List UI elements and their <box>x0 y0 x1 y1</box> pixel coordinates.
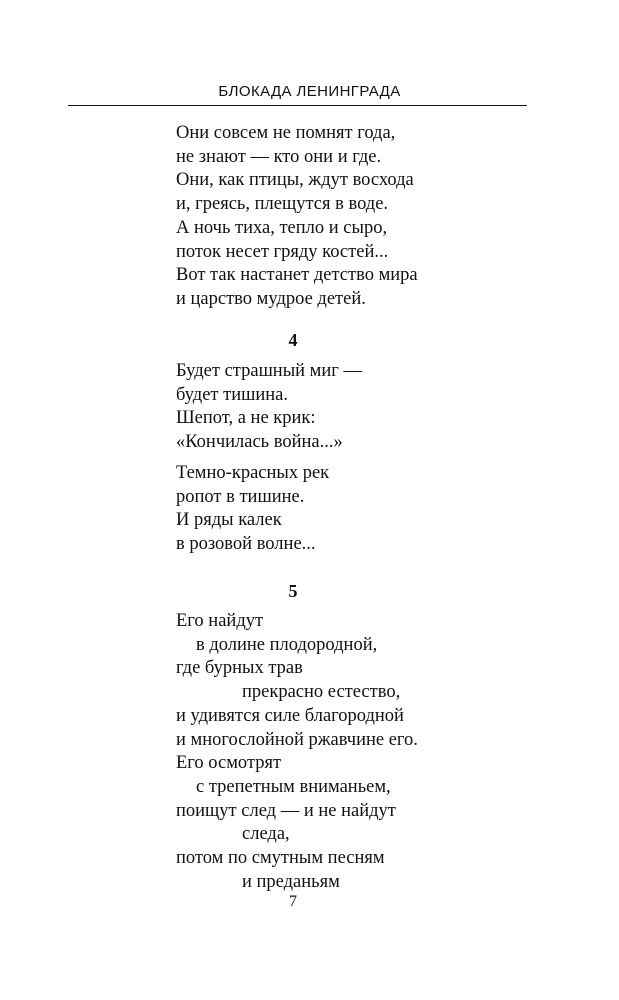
section-5-verse <box>176 610 418 894</box>
verse-line: И ряды калек <box>176 510 282 531</box>
section-4-stanza-b <box>176 462 329 557</box>
verse-line: и преданьям <box>242 871 340 892</box>
verse-line: и, греясь, плещутся в воде. <box>176 194 389 215</box>
verse-line: Шепот, а не крик: <box>176 408 316 429</box>
verse-line: Темно-красных рек <box>176 463 330 483</box>
verse-line: с трепетным вниманьем, <box>196 776 391 797</box>
verse-line: следа, <box>242 824 290 845</box>
verse-line: Они, как птицы, ждут восхода <box>176 170 414 191</box>
verse-line: потом по смутным песням <box>176 848 385 869</box>
verse-line: где бурных трав <box>176 658 303 679</box>
verse-line: Будет страшный миг — <box>176 361 362 381</box>
verse-line: Они совсем не помнят года, <box>176 123 396 143</box>
running-head: БЛОКАДА ЛЕНИНГРАДА <box>218 83 401 100</box>
verse-line: Его найдут <box>176 611 264 631</box>
verse-line: Вот так настанет детство мира <box>176 265 418 286</box>
verse-line: будет тишина. <box>176 384 288 405</box>
page-number: 7 <box>289 893 297 910</box>
section-number-4: 4 <box>288 330 298 350</box>
section-4-stanza-a <box>176 360 362 455</box>
verse-line: поток несет гряду костей... <box>176 241 389 262</box>
verse-line: ропот в тишине. <box>176 486 305 507</box>
verse-line: «Кончилась война...» <box>176 432 343 453</box>
verse-line: А ночь тиха, тепло и сыро, <box>176 217 388 238</box>
verse-line: в долине плодородной, <box>196 634 378 655</box>
stanza-1 <box>176 122 418 312</box>
verse-line: и многослойной ржавчине его. <box>176 729 418 750</box>
header-rule <box>68 105 527 106</box>
verse-line: в розовой волне... <box>176 534 316 555</box>
verse-line: Его осмотрят <box>176 753 282 774</box>
verse-line: не знают — кто они и где. <box>176 146 382 167</box>
verse-line: и удивятся силе благородной <box>176 705 404 726</box>
verse-line: и царство мудрое детей. <box>176 288 366 309</box>
verse-line: поищут след — и не найдут <box>176 800 396 821</box>
section-number-5: 5 <box>288 581 298 601</box>
verse-line: прекрасно естество, <box>242 682 401 703</box>
